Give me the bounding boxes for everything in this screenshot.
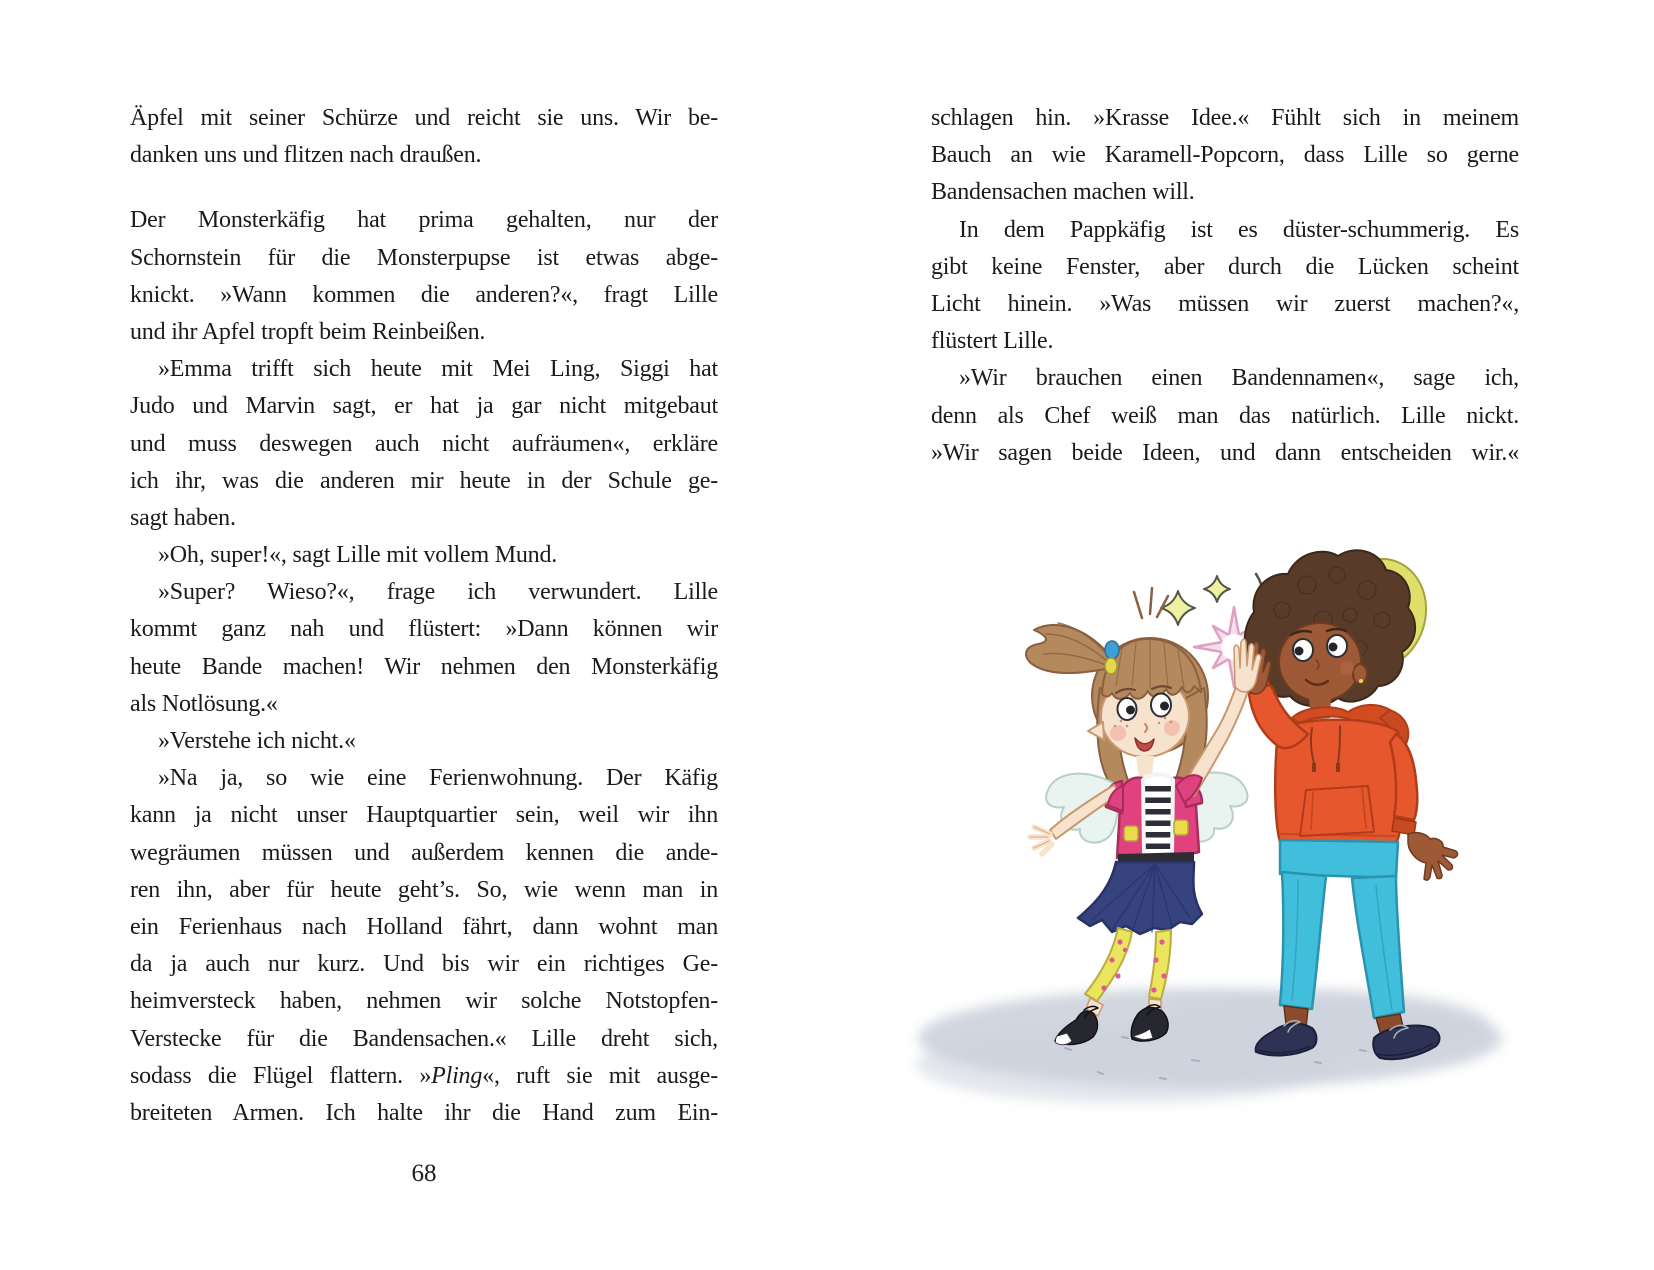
text-line: wegräumen müssen und außerdem kennen die ande-: [130, 839, 718, 866]
text-line: Bauch an wie Karamell-Popcorn, dass Lille so gerne: [931, 142, 1519, 169]
hair-bead-yellow: [1105, 658, 1117, 674]
text-line: und ihr Apfel tropft beim Reinbeißen.: [130, 318, 486, 345]
text-line: Bandensachen machen will.: [931, 179, 1195, 206]
pointed-ear: [1088, 722, 1104, 740]
girl-figure: [1026, 588, 1247, 1045]
text-line: als Notlösung.«: [130, 690, 278, 717]
text-line: ein Ferienhaus nach Holland fährt, dann wohnt man: [130, 913, 718, 940]
text-line: flüstert Lille.: [931, 328, 1054, 355]
text-line: und muss deswegen auch nicht aufräumen«, erkläre: [130, 430, 718, 457]
text-line: Licht hinein. »Was müssen wir zuerst machen?«,: [931, 290, 1519, 317]
text-line: danken uns und flitzen nach draußen.: [130, 142, 482, 169]
text-line: »Oh, super!«, sagt Lille mit vollem Mund.: [158, 542, 558, 569]
text-line: gibt keine Fenster, aber durch die Lücken scheint: [931, 253, 1519, 280]
text-line: Verstecke für die Bandensachen.« Lille dreht sich,: [130, 1025, 718, 1052]
text-line: »Emma trifft sich heute mit Mei Ling, Siggi hat: [158, 356, 718, 383]
text-line: In dem Pappkäfig ist es düster-schummerig. Es: [959, 216, 1519, 243]
text-line: Äpfel mit seiner Schürze und reicht sie uns. Wir be-: [130, 105, 718, 131]
star-icon: [1161, 576, 1230, 625]
text-line: »Verstehe ich nicht.«: [158, 728, 356, 754]
text-line: »Na ja, so wie eine Ferienwohnung. Der Käfig: [158, 765, 718, 792]
left-page-text: [130, 100, 718, 1132]
text-line: denn als Chef weiß man das natürlich. Lille nickt.: [931, 402, 1519, 429]
text-line: sodass die Flügel flattern. »Pling«, ruft sie mit ausge-: [130, 1062, 718, 1089]
text-line: knickt. »Wann kommen die anderen?«, fragt Lille: [130, 281, 718, 308]
text-line: kann ja nicht unser Hauptquartier sein, weil wir ihn: [130, 802, 718, 829]
text-line: ich ihr, was die anderen mir heute in der Schule ge-: [130, 467, 718, 494]
text-line: Judo und Marvin sagt, er hat ja gar nicht mitgebaut: [130, 393, 718, 420]
text-line: da ja auch nur kurz. Und bis wir ein richtiges Ge-: [130, 951, 718, 978]
text-line: »Wir sagen beide Ideen, und dann entscheiden wir.«: [931, 439, 1519, 466]
text-line: kommt ganz nah und flüstert: »Dann können wir: [130, 616, 718, 643]
page-number: 68: [411, 1160, 437, 1187]
open-hand: [1408, 833, 1458, 881]
text-line: Schornstein für die Monsterpupse ist etwas abge-: [130, 244, 718, 271]
text-line: »Super? Wieso?«, frage ich verwundert. Lille: [158, 579, 718, 606]
text-line: breiteten Armen. Ich halte ihr die Hand zum Ein-: [130, 1099, 718, 1126]
text-line: Der Monsterkäfig hat prima gehalten, nur der: [130, 207, 718, 234]
hair-bead-blue: [1105, 641, 1119, 659]
text-line: heimversteck haben, nehmen wir solche Notstopfen-: [130, 988, 718, 1015]
text-line: »Wir brauchen einen Bandennamen«, sage ich,: [959, 365, 1519, 392]
text-line: ren ihn, aber für heute geht’s. So, wie wenn man in: [130, 876, 718, 903]
earring: [1359, 679, 1363, 683]
text-line: schlagen hin. »Krasse Idee.« Fühlt sich in meinem: [931, 105, 1519, 131]
illustration-children-highfive: [860, 490, 1560, 1130]
boy-figure: [1243, 546, 1458, 1059]
right-page-text: [931, 100, 1519, 472]
text-line: sagt haben.: [130, 504, 236, 531]
text-line: heute Bande machen! Wir nehmen den Monsterkäfig: [130, 653, 718, 680]
pleated-skirt: [1078, 862, 1202, 934]
